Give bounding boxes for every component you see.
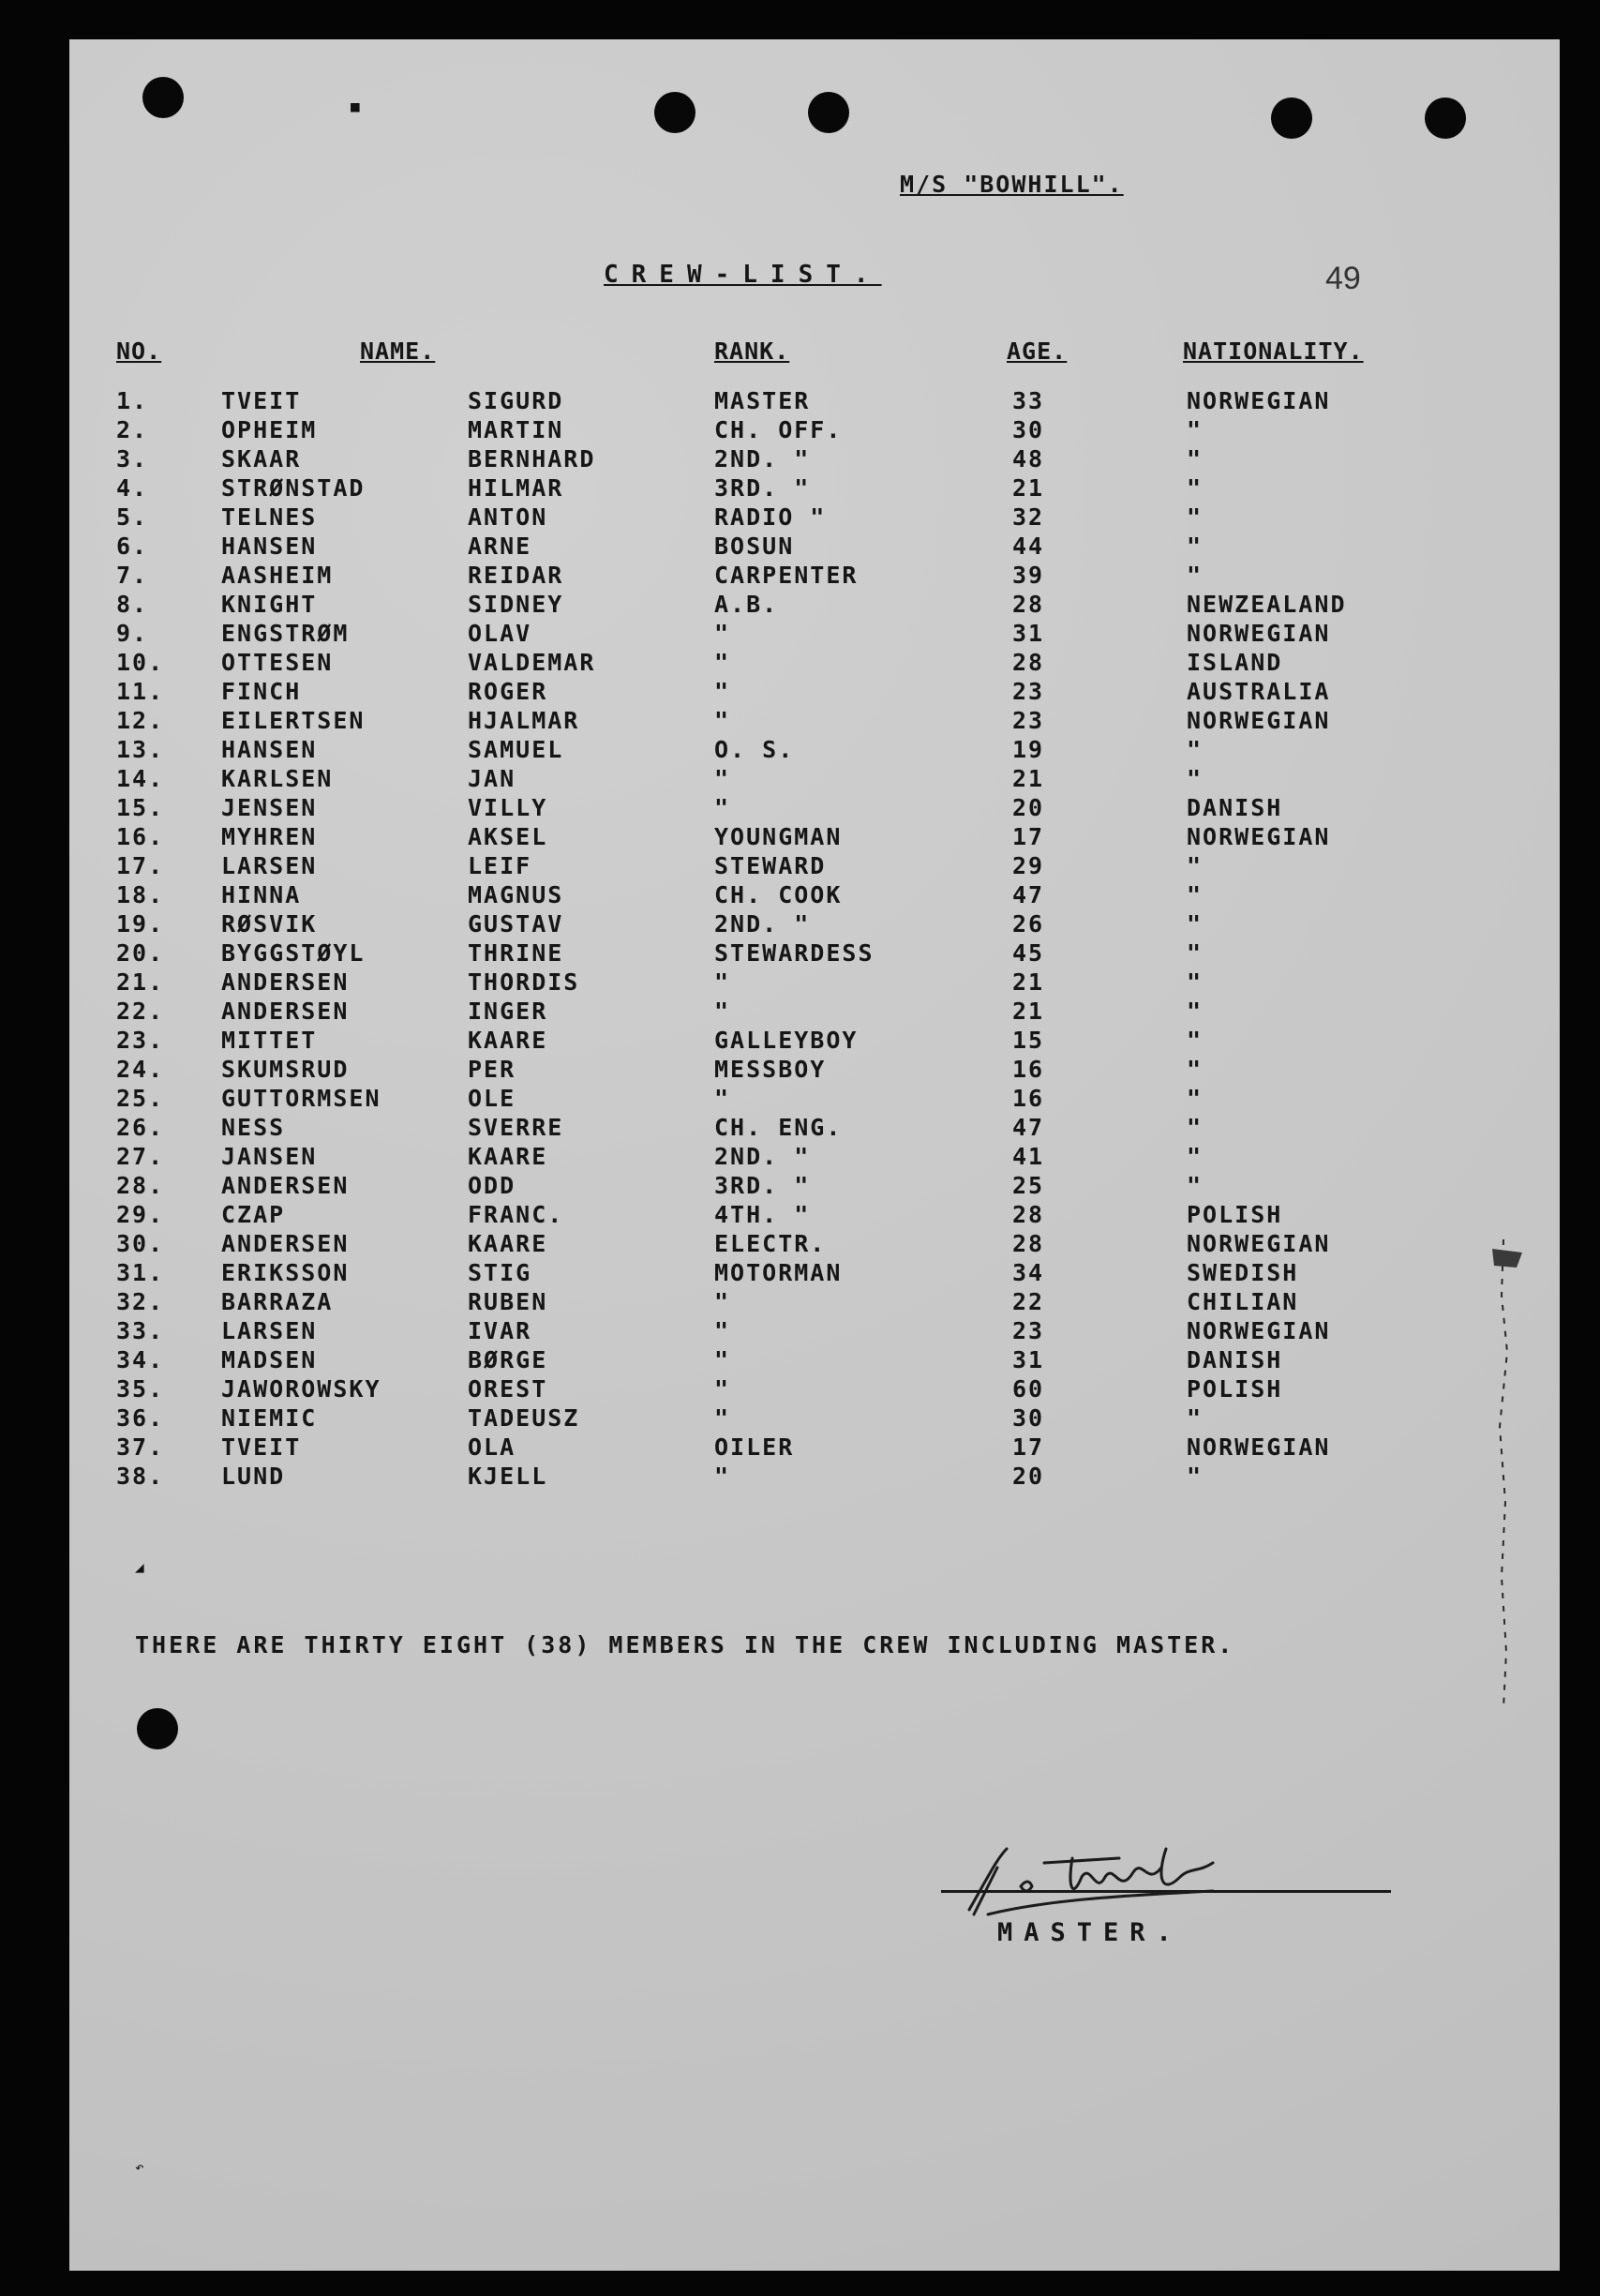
crew-rank: MESSBOY (714, 1056, 827, 1083)
crew-row (69, 1229, 1560, 1258)
crew-nationality: " (1187, 939, 1204, 967)
crew-surname: EILERTSEN (221, 707, 366, 734)
crew-age: 21 (1012, 968, 1045, 996)
crew-nationality: " (1187, 736, 1204, 763)
crew-given-name: SVERRE (468, 1114, 564, 1141)
crew-rank: CH. OFF. (714, 416, 843, 443)
crew-rank: " (714, 707, 731, 734)
crew-number: 5. (116, 503, 149, 531)
crew-age: 47 (1012, 881, 1045, 908)
crew-age: 29 (1012, 852, 1045, 879)
crew-surname: NESS (221, 1114, 286, 1141)
crew-given-name: KAARE (468, 1027, 548, 1054)
crew-row (69, 706, 1560, 735)
crew-age: 20 (1012, 794, 1045, 821)
crew-surname: ANDERSEN (221, 998, 350, 1025)
crew-number: 3. (116, 445, 149, 473)
crew-rank: " (714, 1404, 731, 1432)
crew-number: 23. (116, 1027, 165, 1054)
crew-row (69, 648, 1560, 677)
crew-surname: KNIGHT (221, 591, 318, 618)
crew-rank: 3RD. " (714, 1172, 811, 1199)
crew-given-name: SAMUEL (468, 736, 564, 763)
crew-nationality: " (1187, 1172, 1204, 1199)
crew-rank: " (714, 1317, 731, 1344)
crew-number: 14. (116, 765, 165, 792)
crew-row (69, 444, 1560, 473)
crew-rank: " (714, 1085, 731, 1112)
crew-number: 16. (116, 823, 165, 850)
crew-nationality: " (1187, 1056, 1204, 1083)
crew-age: 30 (1012, 1404, 1045, 1432)
crew-surname: KARLSEN (221, 765, 334, 792)
crew-rank: 4TH. " (714, 1201, 811, 1228)
crew-rank: CARPENTER (714, 562, 859, 589)
header-nationality: NATIONALITY. (1183, 338, 1364, 365)
punch-hole-top-3 (1271, 98, 1312, 139)
crew-age: 22 (1012, 1288, 1045, 1315)
speck-mark: ↶ (135, 2158, 144, 2176)
crew-given-name: OLAV (468, 620, 532, 647)
crew-nationality: NORWEGIAN (1187, 387, 1331, 414)
crew-given-name: GUSTAV (468, 910, 564, 938)
crew-nationality: ISLAND (1187, 649, 1283, 676)
crew-age: 21 (1012, 998, 1045, 1025)
crew-number: 26. (116, 1114, 165, 1141)
crew-row (69, 619, 1560, 648)
crew-number: 11. (116, 678, 165, 705)
crew-given-name: ROGER (468, 678, 548, 705)
crew-number: 2. (116, 416, 149, 443)
crew-surname: CZAP (221, 1201, 286, 1228)
crew-age: 41 (1012, 1143, 1045, 1170)
crew-rank: BOSUN (714, 533, 795, 560)
crew-surname: LARSEN (221, 1317, 318, 1344)
crew-number: 7. (116, 562, 149, 589)
crew-surname: LUND (221, 1463, 286, 1490)
crew-number: 29. (116, 1201, 165, 1228)
crew-surname: RØSVIK (221, 910, 318, 938)
crew-age: 28 (1012, 591, 1045, 618)
crew-given-name: ODD (468, 1172, 516, 1199)
crew-rank: 3RD. " (714, 474, 811, 502)
speck-mark: ■ (351, 98, 360, 115)
crew-rank: " (714, 794, 731, 821)
crew-rank: MOTORMAN (714, 1259, 843, 1286)
crew-given-name: PER (468, 1056, 516, 1083)
crew-surname: AASHEIM (221, 562, 334, 589)
crew-number: 19. (116, 910, 165, 938)
ship-name: M/S "BOWHILL". (900, 171, 1124, 198)
signature-label: MASTER. (997, 1918, 1183, 1947)
crew-row (69, 793, 1560, 822)
crew-rank: CH. ENG. (714, 1114, 843, 1141)
crew-nationality: " (1187, 1143, 1204, 1170)
crew-nationality: " (1187, 416, 1204, 443)
crew-nationality: " (1187, 1404, 1204, 1432)
crew-surname: JANSEN (221, 1143, 318, 1170)
punch-hole-top-4 (1425, 98, 1466, 139)
crew-age: 19 (1012, 736, 1045, 763)
crew-given-name: AKSEL (468, 823, 548, 850)
crew-rank: 2ND. " (714, 445, 811, 473)
crew-age: 16 (1012, 1056, 1045, 1083)
crew-number: 4. (116, 474, 149, 502)
crew-rank: STEWARD (714, 852, 827, 879)
punch-hole-top-left (142, 77, 184, 118)
crew-surname: JENSEN (221, 794, 318, 821)
crew-age: 20 (1012, 1463, 1045, 1490)
crew-rank: A.B. (714, 591, 779, 618)
crew-rank: " (714, 649, 731, 676)
crew-nationality: NORWEGIAN (1187, 620, 1331, 647)
crew-rank: YOUNGMAN (714, 823, 843, 850)
crew-rank: 2ND. " (714, 910, 811, 938)
crew-given-name: FRANC. (468, 1201, 564, 1228)
crew-age: 32 (1012, 503, 1045, 531)
crew-number: 24. (116, 1056, 165, 1083)
crew-list-table (69, 386, 1560, 1491)
crew-row (69, 503, 1560, 532)
crew-age: 23 (1012, 1317, 1045, 1344)
crew-surname: SKUMSRUD (221, 1056, 350, 1083)
crew-nationality: " (1187, 503, 1204, 531)
crew-nationality: " (1187, 533, 1204, 560)
crew-number: 15. (116, 794, 165, 821)
crew-nationality: " (1187, 852, 1204, 879)
crew-age: 16 (1012, 1085, 1045, 1112)
crew-nationality: AUSTRALIA (1187, 678, 1331, 705)
page-number: 49 (1325, 261, 1361, 296)
crew-nationality: " (1187, 1027, 1204, 1054)
crew-row (69, 1403, 1560, 1433)
crew-age: 17 (1012, 1433, 1045, 1461)
crew-nationality: " (1187, 765, 1204, 792)
crew-given-name: THORDIS (468, 968, 580, 996)
crew-row (69, 1462, 1560, 1491)
torn-edge-mark (1475, 1239, 1532, 1708)
crew-age: 17 (1012, 823, 1045, 850)
crew-given-name: THRINE (468, 939, 564, 967)
header-rank: RANK. (714, 338, 790, 365)
crew-given-name: KAARE (468, 1143, 548, 1170)
crew-nationality: NORWEGIAN (1187, 1317, 1331, 1344)
crew-surname: GUTTORMSEN (221, 1085, 381, 1112)
crew-nationality: " (1187, 474, 1204, 502)
crew-nationality: " (1187, 1114, 1204, 1141)
crew-surname: ENGSTRØM (221, 620, 350, 647)
crew-given-name: IVAR (468, 1317, 532, 1344)
crew-given-name: BØRGE (468, 1346, 548, 1373)
crew-number: 12. (116, 707, 165, 734)
crew-number: 21. (116, 968, 165, 996)
crew-surname: TVEIT (221, 387, 302, 414)
crew-surname: MYHREN (221, 823, 318, 850)
crew-row (69, 561, 1560, 590)
crew-age: 48 (1012, 445, 1045, 473)
crew-nationality: NORWEGIAN (1187, 1433, 1331, 1461)
crew-given-name: LEIF (468, 852, 532, 879)
crew-nationality: NEWZEALAND (1187, 591, 1347, 618)
header-no: NO. (116, 338, 162, 365)
crew-nationality: NORWEGIAN (1187, 707, 1331, 734)
crew-given-name: JAN (468, 765, 516, 792)
crew-age: 28 (1012, 649, 1045, 676)
crew-age: 21 (1012, 765, 1045, 792)
crew-rank: " (714, 1375, 731, 1403)
crew-given-name: REIDAR (468, 562, 564, 589)
crew-given-name: HILMAR (468, 474, 564, 502)
crew-number: 10. (116, 649, 165, 676)
crew-row (69, 1026, 1560, 1055)
crew-number: 38. (116, 1463, 165, 1490)
crew-number: 35. (116, 1375, 165, 1403)
crew-rank: " (714, 765, 731, 792)
crew-row (69, 822, 1560, 851)
crew-number: 20. (116, 939, 165, 967)
crew-rank: " (714, 1463, 731, 1490)
crew-age: 23 (1012, 707, 1045, 734)
crew-rank: " (714, 1288, 731, 1315)
crew-row (69, 532, 1560, 561)
crew-row (69, 938, 1560, 968)
crew-given-name: SIGURD (468, 387, 564, 414)
crew-given-name: INGER (468, 998, 548, 1025)
crew-age: 47 (1012, 1114, 1045, 1141)
crew-surname: NIEMIC (221, 1404, 318, 1432)
crew-row (69, 1345, 1560, 1374)
crew-surname: OTTESEN (221, 649, 334, 676)
crew-row (69, 1287, 1560, 1316)
crew-given-name: VALDEMAR (468, 649, 596, 676)
crew-number: 17. (116, 852, 165, 879)
signature-line (941, 1890, 1391, 1893)
crew-given-name: ANTON (468, 503, 548, 531)
crew-given-name: ARNE (468, 533, 532, 560)
crew-number: 30. (116, 1230, 165, 1257)
crew-given-name: OREST (468, 1375, 548, 1403)
speck-mark: ◢ (135, 1558, 144, 1576)
crew-given-name: TADEUSZ (468, 1404, 580, 1432)
crew-rank: 2ND. " (714, 1143, 811, 1170)
crew-rank: MASTER (714, 387, 811, 414)
crew-rank: O. S. (714, 736, 795, 763)
crew-surname: MADSEN (221, 1346, 318, 1373)
document-sheet (69, 39, 1560, 2271)
crew-rank: " (714, 620, 731, 647)
crew-surname: HINNA (221, 881, 302, 908)
crew-nationality: " (1187, 910, 1204, 938)
crew-surname: TELNES (221, 503, 318, 531)
crew-surname: BARRAZA (221, 1288, 334, 1315)
crew-age: 25 (1012, 1172, 1045, 1199)
crew-surname: HANSEN (221, 736, 318, 763)
crew-surname: ANDERSEN (221, 1172, 350, 1199)
crew-row (69, 415, 1560, 444)
crew-number: 31. (116, 1259, 165, 1286)
crew-row (69, 1258, 1560, 1287)
crew-number: 6. (116, 533, 149, 560)
crew-surname: ANDERSEN (221, 968, 350, 996)
crew-number: 18. (116, 881, 165, 908)
crew-number: 27. (116, 1143, 165, 1170)
crew-age: 45 (1012, 939, 1045, 967)
crew-number: 33. (116, 1317, 165, 1344)
crew-number: 8. (116, 591, 149, 618)
crew-nationality: POLISH (1187, 1201, 1283, 1228)
crew-row (69, 735, 1560, 764)
crew-row (69, 1433, 1560, 1462)
crew-nationality: SWEDISH (1187, 1259, 1299, 1286)
crew-rank: " (714, 678, 731, 705)
crew-number: 37. (116, 1433, 165, 1461)
crew-row (69, 880, 1560, 909)
crew-age: 21 (1012, 474, 1045, 502)
crew-number: 1. (116, 387, 149, 414)
crew-nationality: " (1187, 562, 1204, 589)
crew-age: 28 (1012, 1230, 1045, 1257)
crew-rank: OILER (714, 1433, 795, 1461)
crew-given-name: OLE (468, 1085, 516, 1112)
crew-rank: GALLEYBOY (714, 1027, 859, 1054)
crew-given-name: SIDNEY (468, 591, 564, 618)
crew-nationality: " (1187, 1463, 1204, 1490)
crew-nationality: DANISH (1187, 1346, 1283, 1373)
crew-rank: ELECTR. (714, 1230, 827, 1257)
crew-row (69, 677, 1560, 706)
crew-row (69, 590, 1560, 619)
header-name: NAME. (360, 338, 436, 365)
crew-row (69, 1171, 1560, 1200)
crew-age: 31 (1012, 620, 1045, 647)
document-title: CREW-LIST. (604, 261, 882, 289)
crew-nationality: " (1187, 1085, 1204, 1112)
crew-rank: " (714, 968, 731, 996)
crew-age: 39 (1012, 562, 1045, 589)
crew-surname: BYGGSTØYL (221, 939, 366, 967)
crew-number: 13. (116, 736, 165, 763)
crew-row (69, 764, 1560, 793)
crew-row (69, 1142, 1560, 1171)
crew-surname: FINCH (221, 678, 302, 705)
crew-surname: HANSEN (221, 533, 318, 560)
crew-nationality: POLISH (1187, 1375, 1283, 1403)
crew-row (69, 851, 1560, 880)
crew-surname: OPHEIM (221, 416, 318, 443)
crew-age: 33 (1012, 387, 1045, 414)
crew-row (69, 997, 1560, 1026)
crew-rank: RADIO " (714, 503, 827, 531)
crew-summary: THERE ARE THIRTY EIGHT (38) MEMBERS IN THE CREW INCLUDING MASTER. (135, 1631, 1235, 1658)
crew-number: 28. (116, 1172, 165, 1199)
crew-number: 36. (116, 1404, 165, 1432)
crew-age: 15 (1012, 1027, 1045, 1054)
crew-given-name: KJELL (468, 1463, 548, 1490)
crew-number: 9. (116, 620, 149, 647)
crew-surname: TVEIT (221, 1433, 302, 1461)
crew-surname: ANDERSEN (221, 1230, 350, 1257)
crew-surname: ERIKSSON (221, 1259, 350, 1286)
crew-surname: JAWOROWSKY (221, 1375, 381, 1403)
crew-row (69, 1084, 1560, 1113)
crew-given-name: BERNHARD (468, 445, 596, 473)
crew-given-name: HJALMAR (468, 707, 580, 734)
crew-nationality: " (1187, 445, 1204, 473)
crew-rank: STEWARDESS (714, 939, 875, 967)
crew-given-name: KAARE (468, 1230, 548, 1257)
crew-number: 25. (116, 1085, 165, 1112)
crew-nationality: " (1187, 968, 1204, 996)
crew-rank: " (714, 1346, 731, 1373)
crew-given-name: VILLY (468, 794, 548, 821)
crew-rank: CH. COOK (714, 881, 843, 908)
crew-row (69, 1055, 1560, 1084)
crew-nationality: " (1187, 881, 1204, 908)
crew-row (69, 386, 1560, 415)
crew-row (69, 1374, 1560, 1403)
crew-given-name: OLA (468, 1433, 516, 1461)
crew-number: 34. (116, 1346, 165, 1373)
crew-nationality: NORWEGIAN (1187, 1230, 1331, 1257)
crew-surname: LARSEN (221, 852, 318, 879)
crew-age: 44 (1012, 533, 1045, 560)
crew-nationality: " (1187, 998, 1204, 1025)
crew-row (69, 909, 1560, 938)
master-signature (932, 1821, 1232, 1933)
crew-number: 32. (116, 1288, 165, 1315)
crew-given-name: RUBEN (468, 1288, 548, 1315)
crew-surname: MITTET (221, 1027, 318, 1054)
crew-row (69, 1316, 1560, 1345)
crew-nationality: NORWEGIAN (1187, 823, 1331, 850)
crew-given-name: STIG (468, 1259, 532, 1286)
punch-hole-top-1 (654, 92, 695, 133)
crew-rank: " (714, 998, 731, 1025)
crew-given-name: MARTIN (468, 416, 564, 443)
crew-surname: SKAAR (221, 445, 302, 473)
crew-row (69, 1113, 1560, 1142)
crew-age: 60 (1012, 1375, 1045, 1403)
crew-row (69, 968, 1560, 997)
punch-hole-top-2 (808, 92, 849, 133)
crew-age: 23 (1012, 678, 1045, 705)
crew-nationality: DANISH (1187, 794, 1283, 821)
crew-given-name: MAGNUS (468, 881, 564, 908)
crew-surname: STRØNSTAD (221, 474, 366, 502)
crew-nationality: CHILIAN (1187, 1288, 1299, 1315)
crew-row (69, 1200, 1560, 1229)
punch-hole-left (137, 1708, 178, 1749)
crew-age: 28 (1012, 1201, 1045, 1228)
header-age: AGE. (1007, 338, 1068, 365)
crew-age: 31 (1012, 1346, 1045, 1373)
crew-row (69, 473, 1560, 503)
crew-age: 34 (1012, 1259, 1045, 1286)
crew-age: 30 (1012, 416, 1045, 443)
crew-number: 22. (116, 998, 165, 1025)
crew-age: 26 (1012, 910, 1045, 938)
